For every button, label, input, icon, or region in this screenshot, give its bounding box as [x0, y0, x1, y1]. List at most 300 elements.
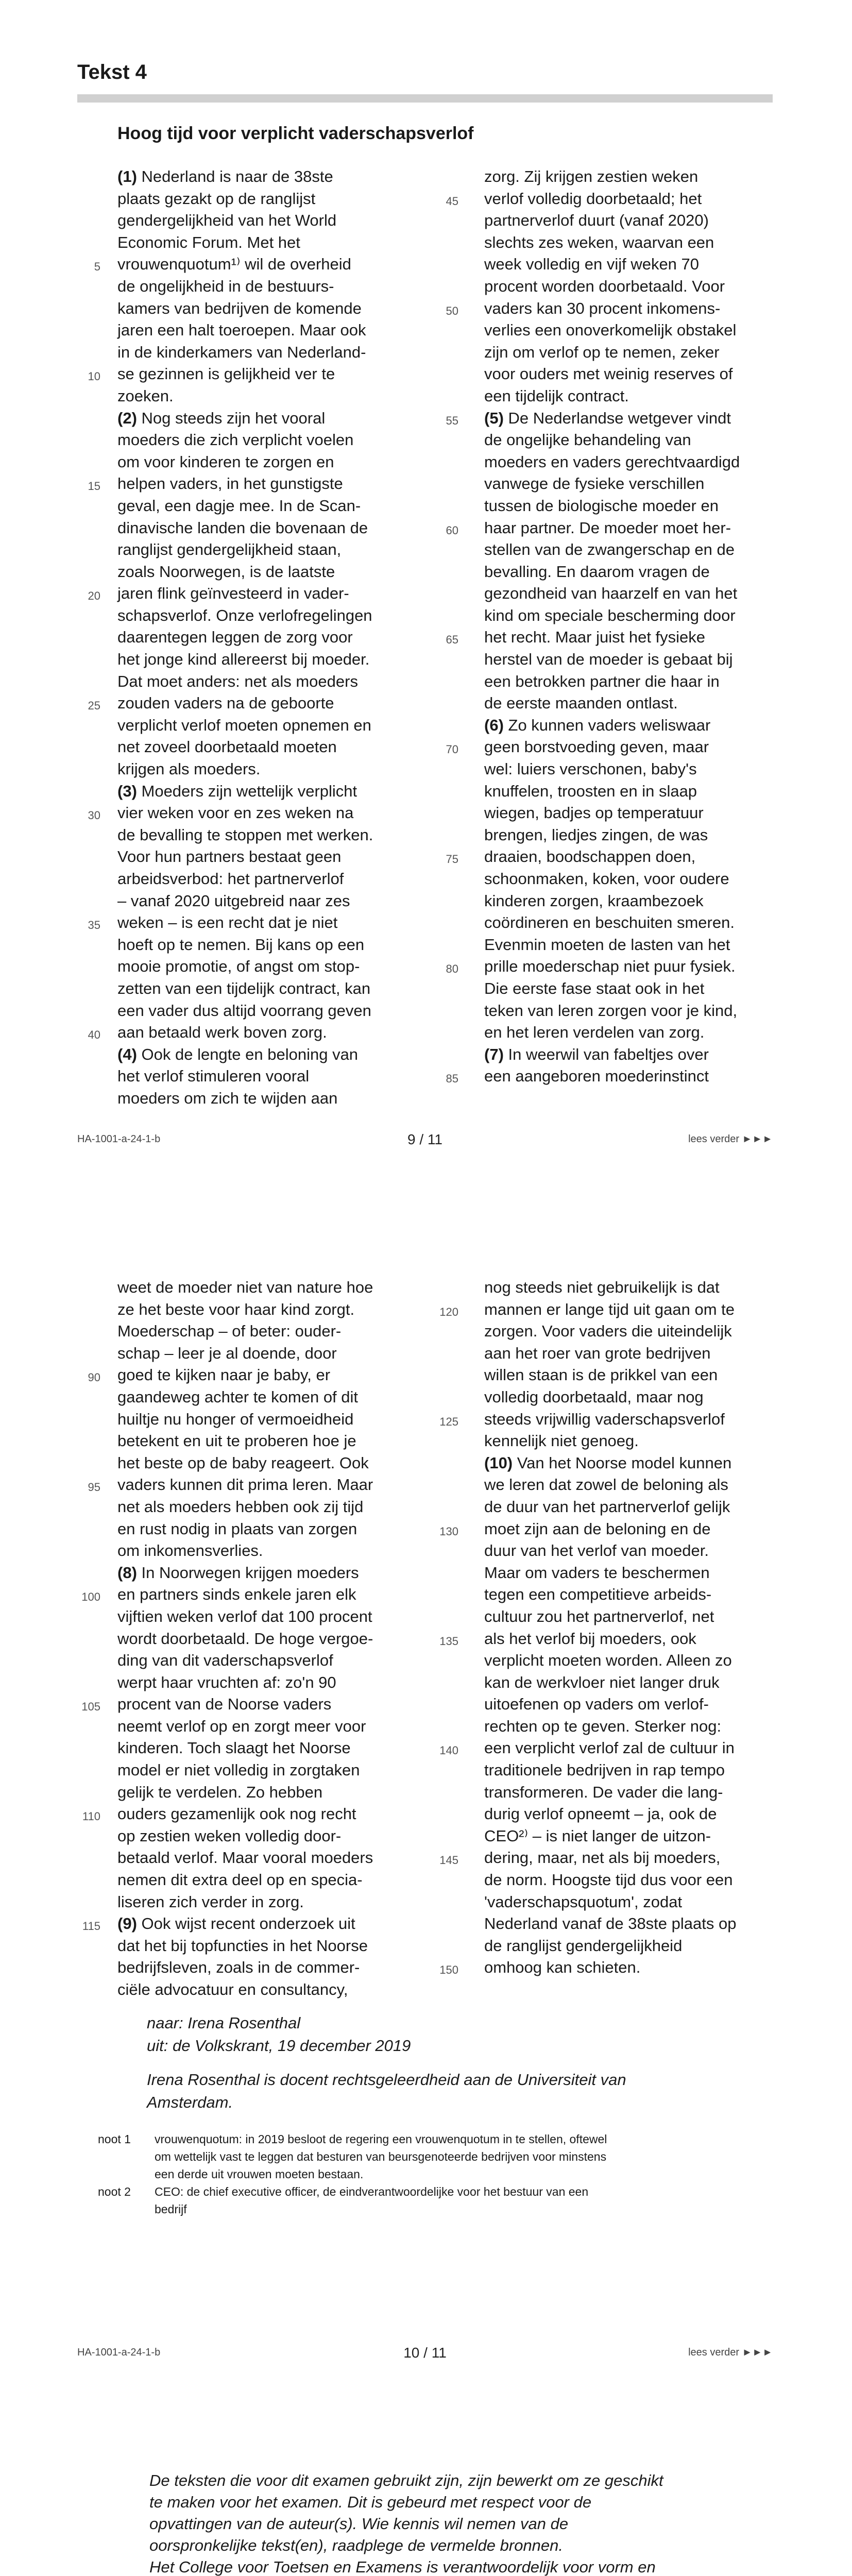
line-text: partnerverlof duurt (vanaf 2020) [484, 211, 709, 230]
text-line [117, 1496, 406, 1518]
page1-left-column [88, 166, 406, 1110]
line-text: de ranglijst gendergelijkheid [484, 1936, 683, 1955]
line-text: een verplicht verlof zal de cultuur in [484, 1739, 735, 1757]
line-text: (2) Nog steeds zijn het vooral [117, 409, 326, 427]
footnote-label: noot 2 [98, 2185, 131, 2198]
text-line [117, 298, 406, 320]
text-line [117, 978, 406, 1000]
line-text: (9) Ook wijst recent onderzoek uit [117, 1914, 355, 1933]
text-line [484, 692, 773, 715]
text-line [117, 736, 406, 758]
text-line [117, 1343, 406, 1365]
line-text: arbeidsverbod: het partnerverlof [117, 870, 344, 888]
line-number: 95 [88, 1481, 100, 1494]
text-line [117, 846, 406, 868]
text-line [82, 1803, 406, 1825]
text-line [117, 824, 406, 846]
line-text: verplicht verlof moeten opnemen en [117, 716, 371, 734]
line-text: brengen, liedjes zingen, de was [484, 825, 708, 844]
exam-code: HA-1001-a-24-1-b [77, 1133, 161, 1145]
text-line [484, 363, 773, 385]
source-block [147, 2012, 626, 2114]
line-text: Nederland vanaf de 38ste plaats op [484, 1914, 737, 1933]
footnote-line: CEO: de chief executive officer, de eindverantwoordelijke voor het bestuur van een [155, 2185, 589, 2198]
line-text: willen staan is de prikkel van een [484, 1366, 718, 1384]
disclaimer-line: te maken voor het examen. Dit is gebeurd met respect voor de [149, 2493, 592, 2511]
line-text: moeders die zich verplicht voelen [117, 431, 354, 449]
text-line [484, 1672, 773, 1694]
author-bio-line1: Irena Rosenthal is docent rechtsgeleerdheid aan de Universiteit van [147, 2071, 626, 2089]
line-text: werpt haar vruchten af: zo'n 90 [117, 1673, 336, 1691]
line-text: prille moederschap niet puur fysiek. [484, 957, 736, 976]
line-text: op zestien weken volledig door- [117, 1826, 342, 1845]
line-text: (8) In Noorwegen krijgen moeders [117, 1563, 359, 1582]
line-text: moeders om zich te wijden aan [117, 1089, 338, 1107]
text-line [484, 232, 773, 254]
line-text: (6) Zo kunnen vaders weliswaar [484, 716, 711, 734]
text-line [484, 824, 773, 846]
text-line [117, 1065, 406, 1088]
text-line [446, 298, 773, 320]
line-text: (10) Van het Noorse model kunnen [484, 1453, 732, 1472]
text-line [81, 1693, 406, 1716]
line-text: het recht. Maar juist het fysieke [484, 628, 706, 647]
text-line [484, 671, 773, 693]
text-line [484, 758, 773, 781]
line-text: de duur van het partnerverlof gelijk [484, 1497, 730, 1516]
line-text: zouden vaders na de geboorte [117, 694, 334, 713]
line-text: wiegen, badjes op temperatuur [484, 804, 704, 822]
footnote-2 [98, 2183, 721, 2218]
line-text: (1) Nederland is naar de 38ste [117, 167, 333, 185]
text-line [88, 1022, 406, 1044]
line-number: 150 [439, 1963, 458, 1977]
line-text: herstel van de moeder is gebaat bij [484, 650, 733, 669]
line-text: we leren dat zowel de beloning als [484, 1476, 728, 1494]
text-line [117, 1716, 406, 1738]
text-line [117, 1847, 406, 1869]
line-text: weet de moeder niet van nature hoe [117, 1278, 373, 1296]
text-line [117, 1299, 406, 1321]
page-header [77, 61, 773, 103]
line-text: en partners sinds enkele jaren elk [117, 1585, 356, 1604]
text-line [484, 1343, 773, 1365]
page-number: 9 / 11 [407, 1131, 442, 1147]
line-text: cultuur zou het partnerverlof, net [484, 1607, 714, 1625]
text-line [446, 736, 773, 758]
text-line [117, 451, 406, 473]
text-line [484, 385, 773, 408]
text-line [88, 473, 406, 495]
line-text: schoonmaken, koken, voor oudere [484, 870, 729, 888]
text-line [117, 649, 406, 671]
text-line [446, 1065, 773, 1088]
text-line [117, 1000, 406, 1022]
text-line [484, 253, 773, 276]
page1-right-column [446, 166, 773, 1088]
text-line [117, 385, 406, 408]
text-line [117, 671, 406, 693]
footnote-line: vrouwenquotum: in 2019 besloot de regering een vrouwenquotum in te stellen, oftewel [155, 2132, 607, 2146]
text-line [484, 1935, 773, 1957]
line-text: kennelijk niet genoeg. [484, 1432, 639, 1450]
line-text: Die eerste fase staat ook in het [484, 979, 705, 997]
line-text: net als moeders hebben ook zij tijd [117, 1497, 364, 1516]
line-text: moet zijn aan de beloning en de [484, 1519, 711, 1538]
line-text: draaien, boodschappen doen, [484, 848, 696, 866]
line-text: uitoefenen op vaders om verlof- [484, 1695, 709, 1714]
line-text: transformeren. De vader die lang- [484, 1783, 723, 1801]
line-text: een betrokken partner die haar in [484, 672, 720, 690]
author-bio-line2: Amsterdam. [147, 2093, 233, 2111]
text-line [117, 1386, 406, 1409]
line-number: 30 [88, 809, 100, 822]
line-text: vijftien weken verlof dat 100 procent [117, 1607, 372, 1625]
text-line [117, 1088, 406, 1110]
text-line [484, 429, 773, 451]
line-number: 145 [439, 1854, 458, 1867]
line-text: CEO²⁾ – is niet langer de uitzon- [484, 1826, 711, 1845]
text-line [117, 1935, 406, 1957]
text-line [484, 934, 773, 956]
text-line [484, 1782, 773, 1804]
text-line [117, 276, 406, 298]
disclaimer-line: De teksten die voor dit examen gebruikt zijn, zijn bewerkt om ze geschikt [149, 2471, 663, 2489]
line-text: zoeken. [117, 386, 174, 405]
line-number: 40 [88, 1028, 100, 1042]
text-line [439, 1409, 773, 1431]
source-author: naar: Irena Rosenthal [147, 2014, 301, 2032]
text-line [117, 781, 406, 803]
line-text: in de kinderkamers van Nederland- [117, 343, 366, 361]
line-number: 120 [439, 1305, 458, 1318]
line-text: jaren flink geïnvesteerd in vader- [117, 584, 349, 603]
line-text: mannen er lange tijd uit gaan om te [484, 1300, 735, 1318]
text-line [484, 978, 773, 1000]
disclaimer-line: Het College voor Toetsen en Examens is verantwoordelijk voor vorm en [149, 2558, 656, 2576]
line-text: tussen de biologische moeder en [484, 496, 719, 515]
line-text: (3) Moeders zijn wettelijk verplicht [117, 782, 357, 800]
line-text: vaders kan 30 procent inkomens- [484, 299, 721, 317]
article-title: Hoog tijd voor verplicht vaderschapsverlof [117, 124, 474, 143]
line-text: aan het roer van grote bedrijven [484, 1344, 711, 1362]
footnote-line: om wettelijk vast te leggen dat besturen van beursgenoteerde bedrijven voor minstens [155, 2150, 607, 2163]
line-text: betekent en uit te proberen hoe je [117, 1432, 356, 1450]
line-text: kamers van bedrijven de komende [117, 299, 362, 317]
text-line [484, 890, 773, 912]
text-line [484, 1474, 773, 1496]
line-text: nemen dit extra deel op en specia- [117, 1871, 363, 1889]
line-text: moeders en vaders gerechtvaardigd [484, 452, 740, 471]
text-line [117, 626, 406, 649]
line-text: gaandeweg achter te komen of dit [117, 1387, 359, 1406]
line-text: ouders gezamenlijk ook nog recht [117, 1805, 356, 1823]
line-text: aan betaald werk boven zorg. [117, 1023, 327, 1042]
text-line [484, 715, 773, 737]
line-text: zoals Noorwegen, is de laatste [117, 562, 335, 581]
line-text: stellen van de zwangerschap en de [484, 540, 735, 559]
text-line [439, 1518, 773, 1540]
line-text: ze het beste voor haar kind zorgt. [117, 1300, 355, 1318]
text-line [446, 188, 773, 210]
line-text: de bevalling te stoppen met werken. [117, 825, 373, 844]
line-text: knuffelen, troosten en in slaap [484, 782, 697, 800]
footnote-line: bedrijf [155, 2202, 187, 2216]
line-number: 5 [94, 260, 100, 274]
text-line [117, 342, 406, 364]
line-text: se gezinnen is gelijkheid ver te [117, 365, 335, 383]
line-text: de ongelijkheid in de bestuurs- [117, 277, 334, 295]
line-text: ranglijst gendergelijkheid staan, [117, 540, 342, 559]
line-number: 75 [446, 853, 458, 866]
line-text: duur van het verlof van moeder. [484, 1541, 709, 1560]
text-line [484, 1022, 773, 1044]
text-line [117, 1737, 406, 1759]
exam-code: HA-1001-a-24-1-b [77, 2347, 161, 2358]
text-line [484, 912, 773, 934]
line-text: vier weken voor en zes weken na [117, 804, 354, 822]
text-line [117, 1277, 406, 1299]
text-line [484, 1496, 773, 1518]
text-line [117, 1044, 406, 1066]
line-text: en het leren verdelen van zorg. [484, 1023, 705, 1042]
text-line [117, 1540, 406, 1562]
line-text: wel: luiers verschonen, baby's [484, 760, 697, 778]
line-number: 90 [88, 1371, 100, 1384]
line-text: schapsverlof. Onze verlofregelingen [117, 606, 372, 624]
text-line [484, 166, 773, 188]
line-number: 125 [439, 1415, 458, 1428]
text-line [484, 1044, 773, 1066]
text-line [82, 1913, 406, 1935]
line-text: 'vaderschapsquotum', zodat [484, 1892, 683, 1911]
text-line [117, 890, 406, 912]
continue-link: lees verder ►►► [688, 2347, 773, 2358]
text-line [88, 1364, 406, 1386]
line-text: (4) Ook de lengte en beloning van [117, 1045, 359, 1063]
text-line [117, 232, 406, 254]
line-text: zorg. Zij krijgen zestien weken [484, 167, 698, 185]
continue-link: lees verder ►►► [688, 1133, 773, 1145]
line-text: haar partner. De moeder moet her- [484, 518, 731, 537]
text-line [117, 605, 406, 627]
text-line [117, 715, 406, 737]
line-text: durig verlof opneemt – ja, ook de [484, 1805, 717, 1823]
line-text: procent worden doorbetaald. Voor [484, 277, 725, 295]
line-text: ding van dit vaderschapsverlof [117, 1651, 333, 1670]
line-text: omhoog kan schieten. [484, 1958, 641, 1977]
line-text: rechten op te geven. Sterker nog: [484, 1717, 722, 1735]
text-line [117, 561, 406, 583]
line-text: jaren een halt toeroepen. Maar ook [117, 321, 366, 340]
text-line [484, 1825, 773, 1848]
text-line [439, 1628, 773, 1650]
text-line [484, 1540, 773, 1562]
text-line [484, 583, 773, 605]
text-line [117, 495, 406, 517]
line-number: 130 [439, 1524, 458, 1538]
line-number: 50 [446, 304, 458, 317]
text-line [484, 342, 773, 364]
line-text: wordt doorbetaald. De hoge vergoe- [117, 1629, 373, 1648]
text-line [117, 1409, 406, 1431]
line-text: dinavische landen die bovenaan de [117, 518, 368, 537]
text-line [439, 1957, 773, 1979]
text-line [484, 1716, 773, 1738]
line-text: goed te kijken naar je baby, er [117, 1366, 331, 1384]
line-text: model er niet volledig in zorgtaken [117, 1761, 360, 1780]
line-number: 10 [88, 370, 100, 383]
text-line [117, 956, 406, 978]
text-line [484, 495, 773, 517]
line-number: 20 [88, 589, 100, 603]
line-text: huiltje nu honger of vermoeidheid [117, 1410, 354, 1428]
text-line [484, 276, 773, 298]
line-text: een tijdelijk contract. [484, 386, 629, 405]
line-number: 135 [439, 1634, 458, 1648]
line-text: (7) In weerwil van fabeltjes over [484, 1045, 709, 1063]
text-line [117, 1869, 406, 1891]
line-text: mooie promotie, of angst om stop- [117, 957, 360, 976]
line-text: de ongelijke behandeling van [484, 431, 691, 449]
disclaimer-line: oorspronkelijke tekst(en), raadplege de vermelde bronnen. [149, 2536, 564, 2554]
text-line [484, 1913, 773, 1935]
text-line [117, 934, 406, 956]
line-text: dering, maar, net als bij moeders, [484, 1849, 721, 1867]
line-number: 105 [81, 1700, 100, 1714]
text-line [117, 758, 406, 781]
line-text: en rust nodig in plaats van zorgen [117, 1519, 357, 1538]
text-line [117, 408, 406, 430]
text-line [117, 210, 406, 232]
disclaimer-line: opvattingen van de auteur(s). Wie kennis wil nemen van de [149, 2515, 569, 2533]
text-line [484, 1759, 773, 1782]
line-text: verlof volledig doorbetaald; het [484, 189, 702, 208]
text-line [484, 1562, 773, 1584]
text-line [117, 1320, 406, 1343]
text-line [439, 1847, 773, 1869]
line-number: 110 [82, 1810, 100, 1823]
line-text: neemt verlof op en zorgt meer voor [117, 1717, 366, 1735]
text-line [484, 1452, 773, 1475]
text-line [117, 1891, 406, 1913]
text-line [117, 319, 406, 342]
line-text: krijgen als moeders. [117, 760, 261, 778]
line-text: net zoveel doorbetaald moeten [117, 738, 337, 756]
footnote-label: noot 1 [98, 2132, 131, 2146]
line-text: Dat moet anders: net als moeders [117, 672, 358, 690]
line-text: Evenmin moeten de lasten van het [484, 935, 730, 954]
text-line [117, 166, 406, 188]
line-number: 55 [446, 414, 458, 427]
line-text: daarentegen leggen de zorg voor [117, 628, 353, 647]
text-line [117, 1979, 406, 2001]
line-number: 115 [82, 1920, 100, 1933]
line-text: – vanaf 2020 uitgebreid naar zes [117, 891, 350, 910]
tekst-label: Tekst 4 [77, 61, 147, 83]
text-line [88, 583, 406, 605]
text-line [439, 1737, 773, 1759]
line-text: vanwege de fysieke verschillen [484, 474, 705, 493]
text-line [484, 1277, 773, 1299]
line-number: 65 [446, 633, 458, 647]
text-line [81, 1584, 406, 1606]
text-line [117, 539, 406, 561]
line-text: geval, een dagje mee. In de Scan- [117, 496, 361, 515]
line-text: hoeft op te nemen. Bij kans op een [117, 935, 365, 954]
text-line [484, 1320, 773, 1343]
line-text: Economic Forum. Met het [117, 233, 300, 251]
line-text: betaald verlof. Maar vooral moeders [117, 1849, 373, 1867]
text-line [117, 1430, 406, 1452]
text-line [484, 1891, 773, 1913]
line-number: 45 [446, 194, 458, 208]
text-line [117, 1452, 406, 1475]
text-line [484, 1000, 773, 1022]
disclaimer [149, 2470, 706, 2576]
footnote-1 [98, 2130, 721, 2183]
text-line [484, 1584, 773, 1606]
header-divider [77, 94, 773, 103]
line-text: als het verlof bij moeders, ook [484, 1629, 696, 1648]
text-line [88, 363, 406, 385]
line-text: het verlof stimuleren vooral [117, 1067, 310, 1086]
line-number: 70 [446, 743, 458, 756]
line-text: zetten van een tijdelijk contract, kan [117, 979, 371, 997]
line-text: volledig doorbetaald, maar nog [484, 1387, 704, 1406]
text-line [484, 210, 773, 232]
line-text: zijn om verlof op te nemen, zeker [484, 343, 720, 361]
text-line [484, 1869, 773, 1891]
text-line [484, 1430, 773, 1452]
line-number: 80 [446, 962, 458, 976]
text-line [117, 517, 406, 539]
line-text: verplicht moeten worden. Alleen zo [484, 1651, 732, 1670]
text-line [88, 692, 406, 715]
line-number: 85 [446, 1072, 458, 1086]
line-number: 60 [446, 523, 458, 537]
line-text: dat het bij topfuncties in het Noorse [117, 1936, 368, 1955]
line-number: 25 [88, 699, 100, 713]
text-line [117, 1518, 406, 1540]
line-text: verlies een onoverkomelijk obstakel [484, 321, 737, 340]
text-line [484, 451, 773, 473]
line-text: zorgen. Voor vaders die uiteindelijk [484, 1322, 732, 1341]
page-number: 10 / 11 [403, 2345, 447, 2361]
line-text: steeds vrijwillig vaderschapsverlof [484, 1410, 725, 1428]
text-line [117, 1825, 406, 1848]
text-line [117, 429, 406, 451]
line-number: 100 [81, 1590, 100, 1604]
line-number: 140 [439, 1744, 458, 1757]
page2-left-column [81, 1277, 406, 2001]
text-line [484, 473, 773, 495]
footnotes [98, 2130, 721, 2218]
line-text: gezondheid van haarzelf en van het [484, 584, 738, 603]
line-text: Moederschap – of beter: ouder- [117, 1322, 342, 1341]
text-line [484, 319, 773, 342]
line-text: tegen een competitieve arbeids- [484, 1585, 712, 1604]
line-text: vrouwenquotum¹⁾ wil de overheid [117, 255, 351, 274]
page2-right-column [439, 1277, 773, 1979]
text-line [446, 626, 773, 649]
text-line [484, 1606, 773, 1628]
line-number: 35 [88, 919, 100, 932]
source-publication: uit: de Volkskrant, 19 december 2019 [147, 2037, 411, 2055]
line-text: bevalling. En daarom vragen de [484, 562, 710, 581]
text-line [446, 956, 773, 978]
text-line [484, 781, 773, 803]
